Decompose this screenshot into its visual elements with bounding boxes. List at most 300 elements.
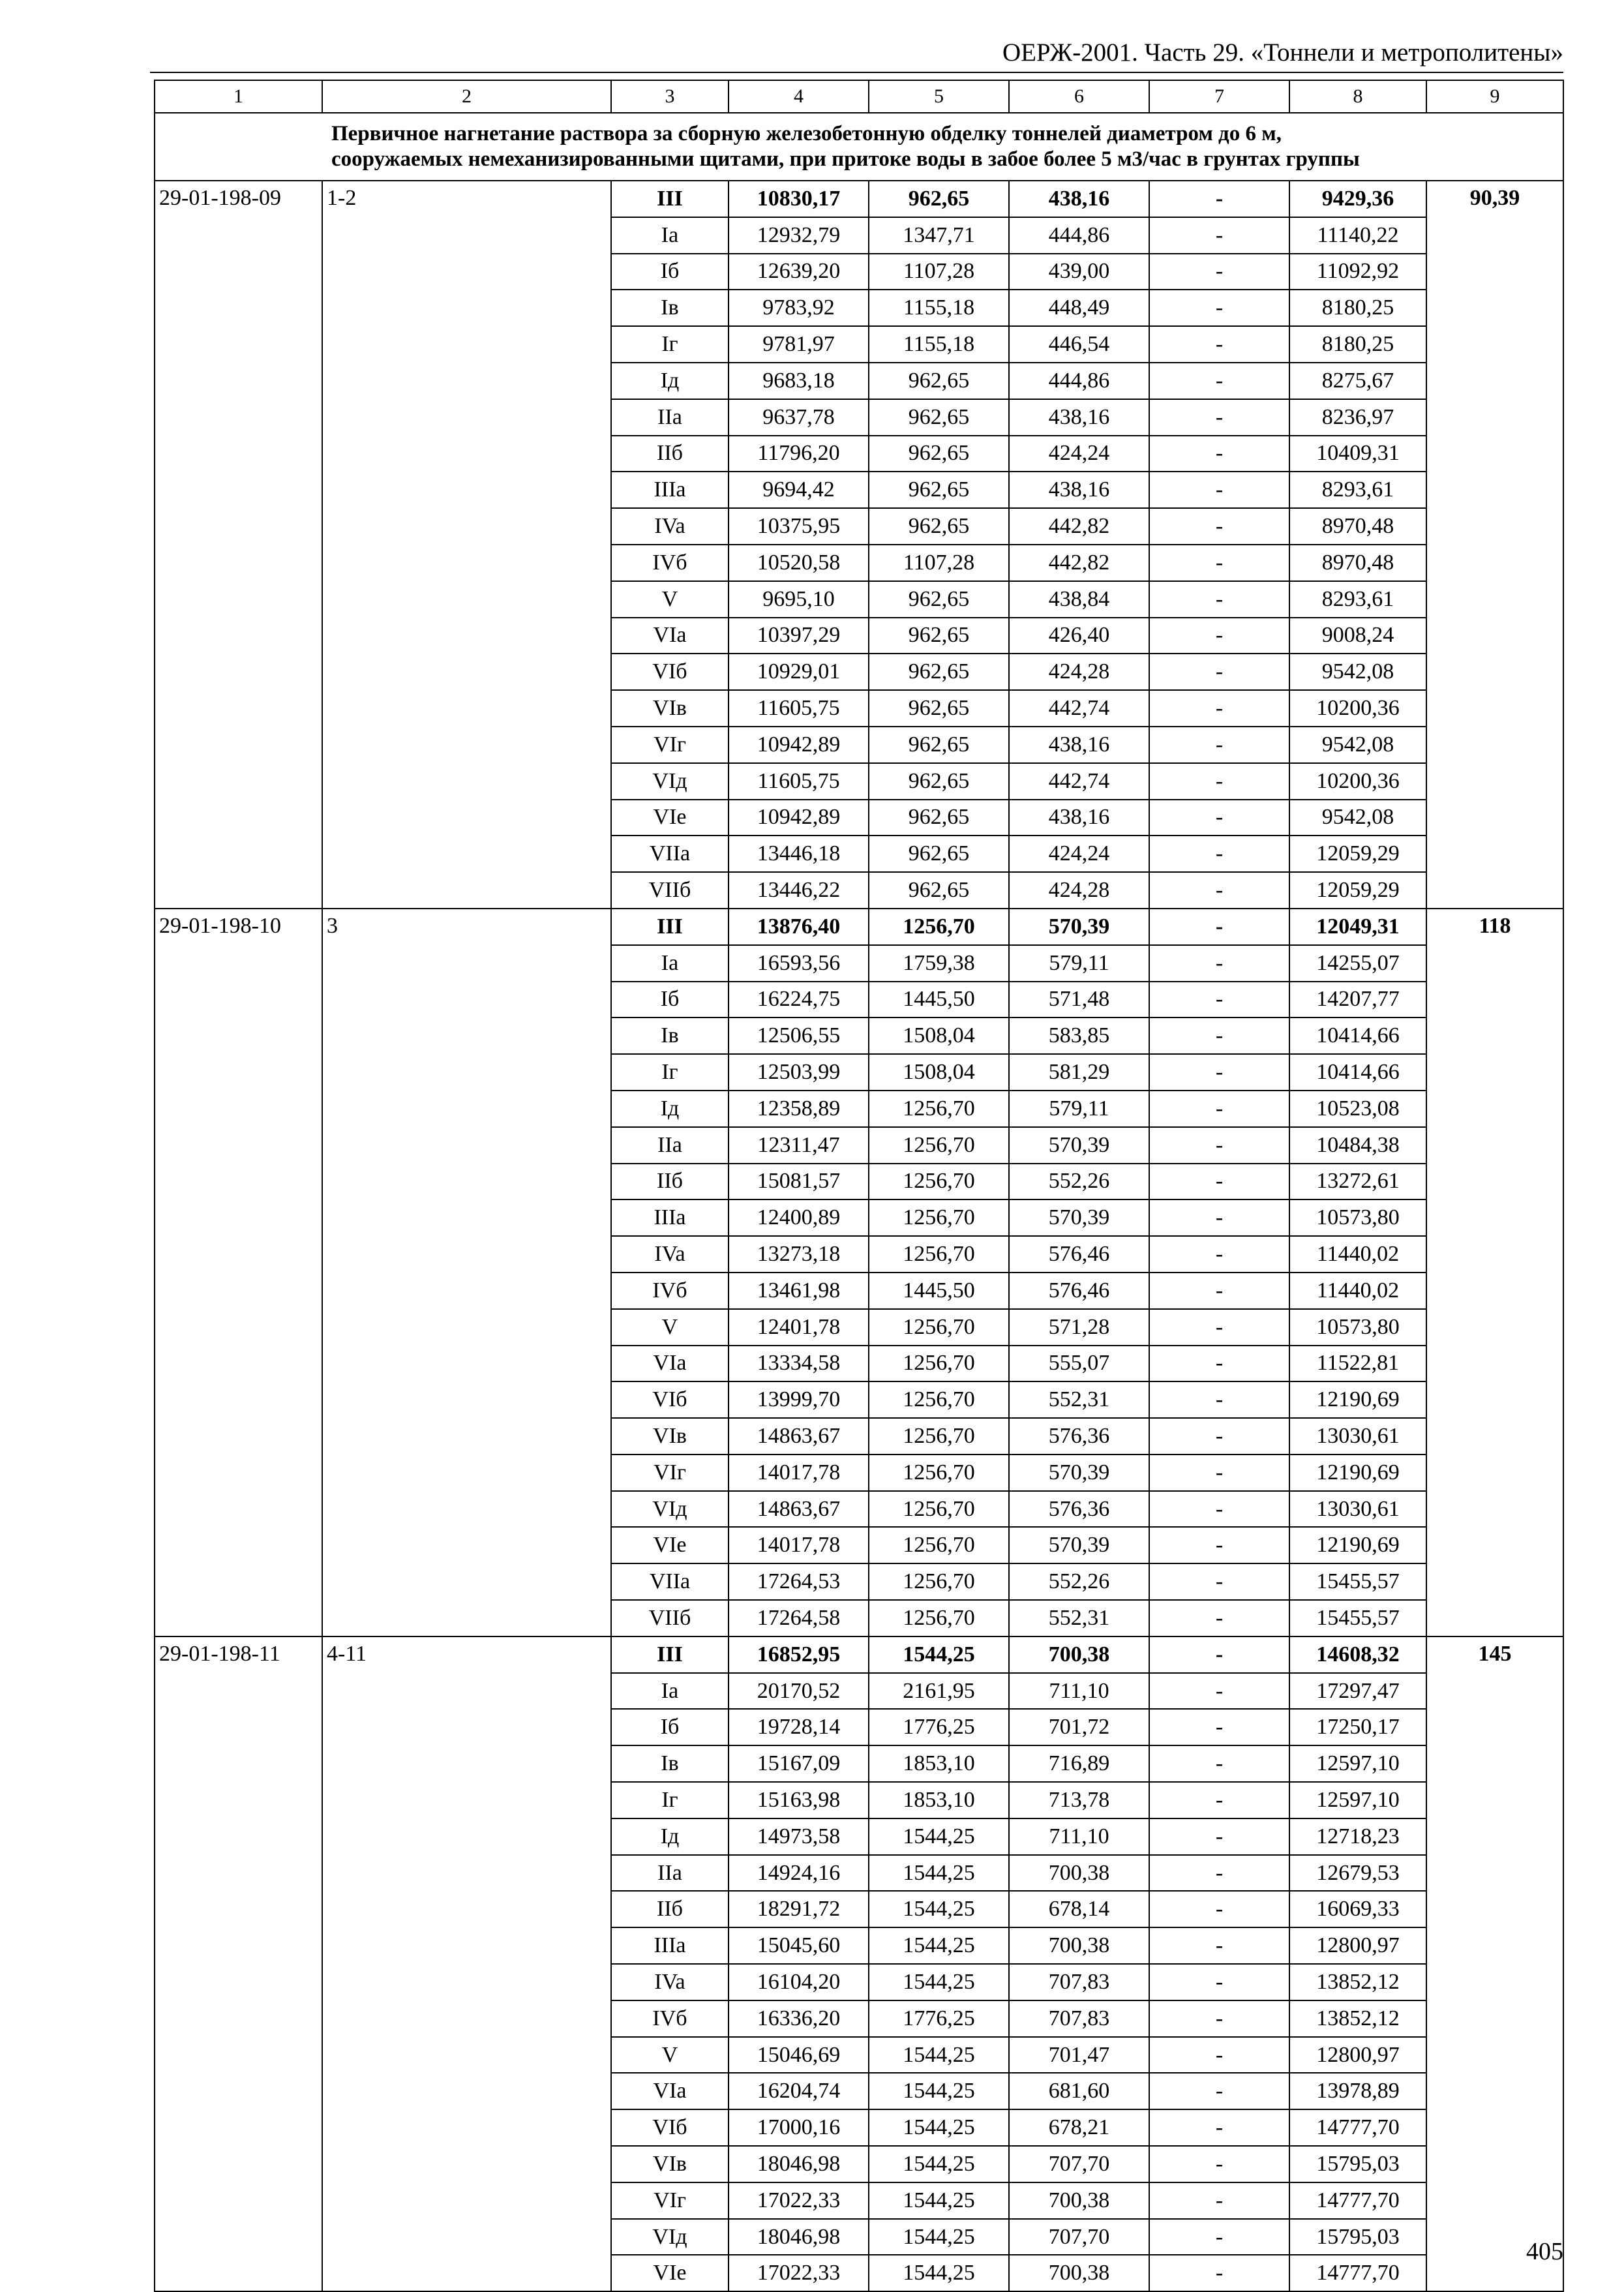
value-cell: 713,78 — [1009, 1782, 1149, 1818]
value-cell: 1508,04 — [869, 1054, 1009, 1091]
zone-cell: VIa — [611, 618, 729, 654]
zone-cell: IIa — [611, 1127, 729, 1164]
value-cell: 438,84 — [1009, 581, 1149, 618]
value-cell: 11440,02 — [1289, 1236, 1426, 1273]
value-cell: 962,65 — [869, 727, 1009, 763]
value-cell: 700,38 — [1009, 2182, 1149, 2219]
value-cell: 1256,70 — [869, 1127, 1009, 1164]
value-cell: 1256,70 — [869, 1455, 1009, 1491]
value-cell: 442,74 — [1009, 763, 1149, 800]
value-cell: - — [1149, 508, 1289, 545]
zone-cell: VIг — [611, 2182, 729, 2219]
value-cell: 17264,53 — [729, 1563, 869, 1600]
value-cell: 442,82 — [1009, 508, 1149, 545]
value-cell: 13273,18 — [729, 1236, 869, 1273]
value-cell: 16593,56 — [729, 945, 869, 982]
value-cell: 1256,70 — [869, 1563, 1009, 1600]
value-cell: 12059,29 — [1289, 872, 1426, 909]
value-cell: 16069,33 — [1289, 1891, 1426, 1927]
value-cell: 962,65 — [869, 436, 1009, 472]
value-cell: 10830,17 — [729, 181, 869, 217]
value-cell: 9008,24 — [1289, 618, 1426, 654]
value-cell: 1256,70 — [869, 1418, 1009, 1455]
value-cell: 9781,97 — [729, 326, 869, 363]
value-cell: - — [1149, 763, 1289, 800]
soil-group-cell: 1-2 — [322, 181, 611, 909]
rates-table — [154, 80, 1564, 2292]
weight-cell: 145 — [1426, 1636, 1563, 2291]
value-cell: - — [1149, 1927, 1289, 1964]
zone-cell: VIд — [611, 2219, 729, 2255]
value-cell: 13334,58 — [729, 1346, 869, 1382]
table-row — [155, 1636, 1563, 1673]
value-cell: 10414,66 — [1289, 1054, 1426, 1091]
value-cell: 571,28 — [1009, 1309, 1149, 1346]
section-title — [155, 113, 1563, 181]
value-cell: - — [1149, 545, 1289, 581]
value-cell: 962,65 — [869, 181, 1009, 217]
value-cell: 1508,04 — [869, 1018, 1009, 1054]
zone-cell: V — [611, 1309, 729, 1346]
rate-code-cell: 29-01-198-10 — [155, 909, 322, 1636]
value-cell: 1256,70 — [869, 1164, 1009, 1200]
value-cell: 707,83 — [1009, 2000, 1149, 2037]
value-cell: 962,65 — [869, 654, 1009, 690]
value-cell: - — [1149, 217, 1289, 254]
value-cell: 16852,95 — [729, 1636, 869, 1673]
value-cell: - — [1149, 836, 1289, 872]
value-cell: 14207,77 — [1289, 982, 1426, 1018]
value-cell: - — [1149, 1127, 1289, 1164]
zone-cell: Iб — [611, 982, 729, 1018]
value-cell: 962,65 — [869, 690, 1009, 727]
value-cell: 681,60 — [1009, 2073, 1149, 2109]
value-cell: 8970,48 — [1289, 508, 1426, 545]
zone-cell: VIa — [611, 2073, 729, 2109]
zone-cell: VIб — [611, 654, 729, 690]
value-cell: - — [1149, 1346, 1289, 1382]
value-cell: 11092,92 — [1289, 254, 1426, 290]
value-cell: - — [1149, 1964, 1289, 2000]
zone-cell: V — [611, 581, 729, 618]
value-cell: - — [1149, 2255, 1289, 2291]
column-numbers-row — [155, 80, 1563, 113]
value-cell: - — [1149, 1164, 1289, 1200]
value-cell: 576,46 — [1009, 1273, 1149, 1309]
value-cell: 570,39 — [1009, 1199, 1149, 1236]
value-cell: - — [1149, 654, 1289, 690]
value-cell: 19728,14 — [729, 1709, 869, 1745]
value-cell: 9694,42 — [729, 472, 869, 508]
value-cell: 14777,70 — [1289, 2182, 1426, 2219]
value-cell: - — [1149, 800, 1289, 836]
value-cell: 962,65 — [869, 363, 1009, 399]
value-cell: 17297,47 — [1289, 1673, 1426, 1710]
value-cell: 12190,69 — [1289, 1527, 1426, 1563]
value-cell: - — [1149, 2073, 1289, 2109]
value-cell: 9542,08 — [1289, 654, 1426, 690]
value-cell: 12639,20 — [729, 254, 869, 290]
value-cell: - — [1149, 2037, 1289, 2073]
value-cell: 711,10 — [1009, 1673, 1149, 1710]
value-cell: 1107,28 — [869, 545, 1009, 581]
value-cell: - — [1149, 1600, 1289, 1636]
value-cell: - — [1149, 1527, 1289, 1563]
column-number: 2 — [322, 80, 611, 113]
value-cell: - — [1149, 945, 1289, 982]
value-cell: 11796,20 — [729, 436, 869, 472]
soil-group-cell: 4-11 — [322, 1636, 611, 2291]
zone-cell: Iв — [611, 1018, 729, 1054]
value-cell: 1544,25 — [869, 2037, 1009, 2073]
value-cell: 10573,80 — [1289, 1309, 1426, 1346]
value-cell: 707,83 — [1009, 1964, 1149, 2000]
value-cell: 1544,25 — [869, 2073, 1009, 2109]
zone-cell: Iд — [611, 363, 729, 399]
section-title-row — [155, 113, 1563, 181]
value-cell: 13852,12 — [1289, 2000, 1426, 2037]
zone-cell: VIв — [611, 2146, 729, 2182]
value-cell: 700,38 — [1009, 1855, 1149, 1892]
value-cell: - — [1149, 2109, 1289, 2146]
value-cell: 13030,61 — [1289, 1491, 1426, 1528]
zone-cell: VIe — [611, 1527, 729, 1563]
value-cell: 16336,20 — [729, 2000, 869, 2037]
zone-cell: Iв — [611, 1745, 729, 1782]
value-cell: - — [1149, 1309, 1289, 1346]
zone-cell: IVб — [611, 1273, 729, 1309]
rate-code-cell: 29-01-198-11 — [155, 1636, 322, 2291]
value-cell: 13876,40 — [729, 909, 869, 945]
value-cell: 1155,18 — [869, 290, 1009, 326]
value-cell: 10414,66 — [1289, 1018, 1426, 1054]
zone-cell: Ia — [611, 217, 729, 254]
value-cell: 1347,71 — [869, 217, 1009, 254]
value-cell: 1544,25 — [869, 1818, 1009, 1855]
value-cell: 11522,81 — [1289, 1346, 1426, 1382]
column-number: 3 — [611, 80, 729, 113]
value-cell: 10929,01 — [729, 654, 869, 690]
value-cell: 570,39 — [1009, 1527, 1149, 1563]
value-cell: 9783,92 — [729, 290, 869, 326]
value-cell: 12401,78 — [729, 1309, 869, 1346]
value-cell: 15455,57 — [1289, 1600, 1426, 1636]
value-cell: 13461,98 — [729, 1273, 869, 1309]
value-cell: 14017,78 — [729, 1455, 869, 1491]
value-cell: 576,46 — [1009, 1236, 1149, 1273]
value-cell: 15045,60 — [729, 1927, 869, 1964]
value-cell: 700,38 — [1009, 2255, 1149, 2291]
value-cell: 707,70 — [1009, 2146, 1149, 2182]
value-cell: 10200,36 — [1289, 763, 1426, 800]
zone-cell: VIe — [611, 2255, 729, 2291]
value-cell: 12679,53 — [1289, 1855, 1426, 1892]
value-cell: 1544,25 — [869, 1891, 1009, 1927]
value-cell: 579,11 — [1009, 945, 1149, 982]
value-cell: 700,38 — [1009, 1927, 1149, 1964]
column-number: 6 — [1009, 80, 1149, 113]
value-cell: - — [1149, 2182, 1289, 2219]
value-cell: 9637,78 — [729, 399, 869, 436]
value-cell: 1256,70 — [869, 909, 1009, 945]
value-cell: 15046,69 — [729, 2037, 869, 2073]
value-cell: 1544,25 — [869, 2255, 1009, 2291]
page-header-title: ОЕРЖ-2001. Часть 29. «Тоннели и метрополитены» — [1002, 38, 1563, 67]
value-cell: 438,16 — [1009, 800, 1149, 836]
value-cell: 14777,70 — [1289, 2255, 1426, 2291]
value-cell: 12190,69 — [1289, 1381, 1426, 1418]
value-cell: 12049,31 — [1289, 909, 1426, 945]
value-cell: 13446,22 — [729, 872, 869, 909]
value-cell: 15795,03 — [1289, 2219, 1426, 2255]
zone-cell: Iг — [611, 1054, 729, 1091]
value-cell: 962,65 — [869, 581, 1009, 618]
value-cell: - — [1149, 1091, 1289, 1127]
value-cell: 9542,08 — [1289, 727, 1426, 763]
value-cell: 555,07 — [1009, 1346, 1149, 1382]
zone-cell: III — [611, 1636, 729, 1673]
value-cell: 962,65 — [869, 800, 1009, 836]
value-cell: 15081,57 — [729, 1164, 869, 1200]
section-title-line: Первичное нагнетание раствора за сборную железобетонную обделку тоннелей диаметром до 6 м, — [331, 122, 1282, 145]
value-cell: 13030,61 — [1289, 1418, 1426, 1455]
value-cell: 1853,10 — [869, 1782, 1009, 1818]
value-cell: 15455,57 — [1289, 1563, 1426, 1600]
zone-cell: VIe — [611, 800, 729, 836]
value-cell: 12506,55 — [729, 1018, 869, 1054]
weight-cell: 118 — [1426, 909, 1563, 1636]
value-cell: - — [1149, 472, 1289, 508]
value-cell: 678,14 — [1009, 1891, 1149, 1927]
value-cell: 1256,70 — [869, 1309, 1009, 1346]
zone-cell: VIIб — [611, 872, 729, 909]
zone-cell: Ia — [611, 1673, 729, 1710]
zone-cell: Iг — [611, 1782, 729, 1818]
value-cell: 424,28 — [1009, 654, 1149, 690]
value-cell: 8275,67 — [1289, 363, 1426, 399]
value-cell: 552,26 — [1009, 1563, 1149, 1600]
zone-cell: IVб — [611, 2000, 729, 2037]
value-cell: 1544,25 — [869, 1927, 1009, 1964]
value-cell: 424,24 — [1009, 436, 1149, 472]
column-number: 4 — [729, 80, 869, 113]
zone-cell: IIa — [611, 399, 729, 436]
value-cell: - — [1149, 1381, 1289, 1418]
value-cell: 2161,95 — [869, 1673, 1009, 1710]
value-cell: 700,38 — [1009, 1636, 1149, 1673]
value-cell: - — [1149, 618, 1289, 654]
value-cell: - — [1149, 982, 1289, 1018]
value-cell: 1155,18 — [869, 326, 1009, 363]
value-cell: 14924,16 — [729, 1855, 869, 1892]
value-cell: - — [1149, 1455, 1289, 1491]
value-cell: 10200,36 — [1289, 690, 1426, 727]
value-cell: 12400,89 — [729, 1199, 869, 1236]
value-cell: 438,16 — [1009, 472, 1149, 508]
value-cell: 12932,79 — [729, 217, 869, 254]
value-cell: 11605,75 — [729, 690, 869, 727]
zone-cell: IVa — [611, 1236, 729, 1273]
value-cell: 12358,89 — [729, 1091, 869, 1127]
value-cell: 12800,97 — [1289, 2037, 1426, 2073]
value-cell: 10942,89 — [729, 727, 869, 763]
value-cell: 17000,16 — [729, 2109, 869, 2146]
value-cell: 8970,48 — [1289, 545, 1426, 581]
value-cell: 1256,70 — [869, 1236, 1009, 1273]
value-cell: 583,85 — [1009, 1018, 1149, 1054]
zone-cell: IVa — [611, 508, 729, 545]
value-cell: 1544,25 — [869, 1964, 1009, 2000]
value-cell: 8180,25 — [1289, 326, 1426, 363]
value-cell: - — [1149, 872, 1289, 909]
zone-cell: VIг — [611, 1455, 729, 1491]
value-cell: 1544,25 — [869, 2109, 1009, 2146]
value-cell: - — [1149, 1891, 1289, 1927]
zone-cell: Iг — [611, 326, 729, 363]
value-cell: 14255,07 — [1289, 945, 1426, 982]
value-cell: 962,65 — [869, 508, 1009, 545]
value-cell: 12718,23 — [1289, 1818, 1426, 1855]
value-cell: 1256,70 — [869, 1091, 1009, 1127]
value-cell: 962,65 — [869, 472, 1009, 508]
value-cell: 424,28 — [1009, 872, 1149, 909]
value-cell: - — [1149, 290, 1289, 326]
value-cell: 439,00 — [1009, 254, 1149, 290]
value-cell: 1759,38 — [869, 945, 1009, 982]
value-cell: - — [1149, 436, 1289, 472]
value-cell: - — [1149, 727, 1289, 763]
value-cell: - — [1149, 326, 1289, 363]
value-cell: 18046,98 — [729, 2219, 869, 2255]
value-cell: 446,54 — [1009, 326, 1149, 363]
value-cell: - — [1149, 1855, 1289, 1892]
value-cell: - — [1149, 399, 1289, 436]
table-row — [155, 181, 1563, 217]
zone-cell: IIIa — [611, 1927, 729, 1964]
value-cell: 444,86 — [1009, 363, 1149, 399]
value-cell: 10375,95 — [729, 508, 869, 545]
value-cell: 962,65 — [869, 399, 1009, 436]
value-cell: 13978,89 — [1289, 2073, 1426, 2109]
value-cell: 962,65 — [869, 872, 1009, 909]
value-cell: - — [1149, 1782, 1289, 1818]
soil-group-cell: 3 — [322, 909, 611, 1636]
value-cell: 12059,29 — [1289, 836, 1426, 872]
value-cell: 1107,28 — [869, 254, 1009, 290]
zone-cell: III — [611, 181, 729, 217]
value-cell: 1544,25 — [869, 2146, 1009, 2182]
value-cell: - — [1149, 2219, 1289, 2255]
value-cell: - — [1149, 690, 1289, 727]
value-cell: 10409,31 — [1289, 436, 1426, 472]
value-cell: - — [1149, 1491, 1289, 1528]
value-cell: 571,48 — [1009, 982, 1149, 1018]
zone-cell: VIб — [611, 2109, 729, 2146]
value-cell: 14863,67 — [729, 1418, 869, 1455]
value-cell: - — [1149, 1636, 1289, 1673]
value-cell: 552,31 — [1009, 1381, 1149, 1418]
zone-cell: VIa — [611, 1346, 729, 1382]
zone-cell: Ia — [611, 945, 729, 982]
value-cell: 9542,08 — [1289, 800, 1426, 836]
value-cell: 570,39 — [1009, 1127, 1149, 1164]
value-cell: 9683,18 — [729, 363, 869, 399]
value-cell: 16204,74 — [729, 2073, 869, 2109]
section-title-line: сооружаемых немеханизированными щитами, при притоке воды в забое более 5 м3/час в грунтах группы — [331, 147, 1360, 171]
value-cell: 1256,70 — [869, 1600, 1009, 1636]
zone-cell: Iб — [611, 254, 729, 290]
value-cell: 14863,67 — [729, 1491, 869, 1528]
value-cell: 14973,58 — [729, 1818, 869, 1855]
value-cell: 8180,25 — [1289, 290, 1426, 326]
value-cell: 707,70 — [1009, 2219, 1149, 2255]
value-cell: 552,31 — [1009, 1600, 1149, 1636]
value-cell: 12597,10 — [1289, 1745, 1426, 1782]
zone-cell: IIIa — [611, 1199, 729, 1236]
value-cell: 13272,61 — [1289, 1164, 1426, 1200]
column-number: 5 — [869, 80, 1009, 113]
value-cell: 11440,02 — [1289, 1273, 1426, 1309]
value-cell: - — [1149, 1745, 1289, 1782]
value-cell: 438,16 — [1009, 727, 1149, 763]
value-cell: - — [1149, 1673, 1289, 1710]
zone-cell: IIб — [611, 436, 729, 472]
zone-cell: VIIб — [611, 1600, 729, 1636]
value-cell: 10484,38 — [1289, 1127, 1426, 1164]
zone-cell: IVб — [611, 545, 729, 581]
value-cell: 1445,50 — [869, 1273, 1009, 1309]
value-cell: - — [1149, 909, 1289, 945]
value-cell: 1544,25 — [869, 2182, 1009, 2219]
value-cell: 426,40 — [1009, 618, 1149, 654]
value-cell: - — [1149, 254, 1289, 290]
value-cell: 17264,58 — [729, 1600, 869, 1636]
value-cell: 442,74 — [1009, 690, 1149, 727]
zone-cell: III — [611, 909, 729, 945]
value-cell: 13446,18 — [729, 836, 869, 872]
value-cell: 17250,17 — [1289, 1709, 1426, 1745]
rate-code-cell: 29-01-198-09 — [155, 181, 322, 909]
value-cell: 1544,25 — [869, 1636, 1009, 1673]
zone-cell: IIIa — [611, 472, 729, 508]
value-cell: 14777,70 — [1289, 2109, 1426, 2146]
value-cell: 442,82 — [1009, 545, 1149, 581]
zone-cell: IIб — [611, 1164, 729, 1200]
value-cell: 1445,50 — [869, 982, 1009, 1018]
value-cell: 424,24 — [1009, 836, 1149, 872]
value-cell: - — [1149, 1818, 1289, 1855]
value-cell: 12597,10 — [1289, 1782, 1426, 1818]
value-cell: - — [1149, 2000, 1289, 2037]
value-cell: 16104,20 — [729, 1964, 869, 2000]
page-number: 405 — [1526, 2238, 1563, 2265]
zone-cell: VIв — [611, 1418, 729, 1455]
value-cell: - — [1149, 1418, 1289, 1455]
zone-cell: Iб — [611, 1709, 729, 1745]
value-cell: 552,26 — [1009, 1164, 1149, 1200]
value-cell: 14017,78 — [729, 1527, 869, 1563]
zone-cell: IIб — [611, 1891, 729, 1927]
value-cell: 711,10 — [1009, 1818, 1149, 1855]
value-cell: 962,65 — [869, 836, 1009, 872]
value-cell: 1256,70 — [869, 1381, 1009, 1418]
value-cell: - — [1149, 1709, 1289, 1745]
value-cell: - — [1149, 1054, 1289, 1091]
zone-cell: Iд — [611, 1818, 729, 1855]
value-cell: 10397,29 — [729, 618, 869, 654]
zone-cell: IVa — [611, 1964, 729, 2000]
zone-cell: VIIa — [611, 836, 729, 872]
